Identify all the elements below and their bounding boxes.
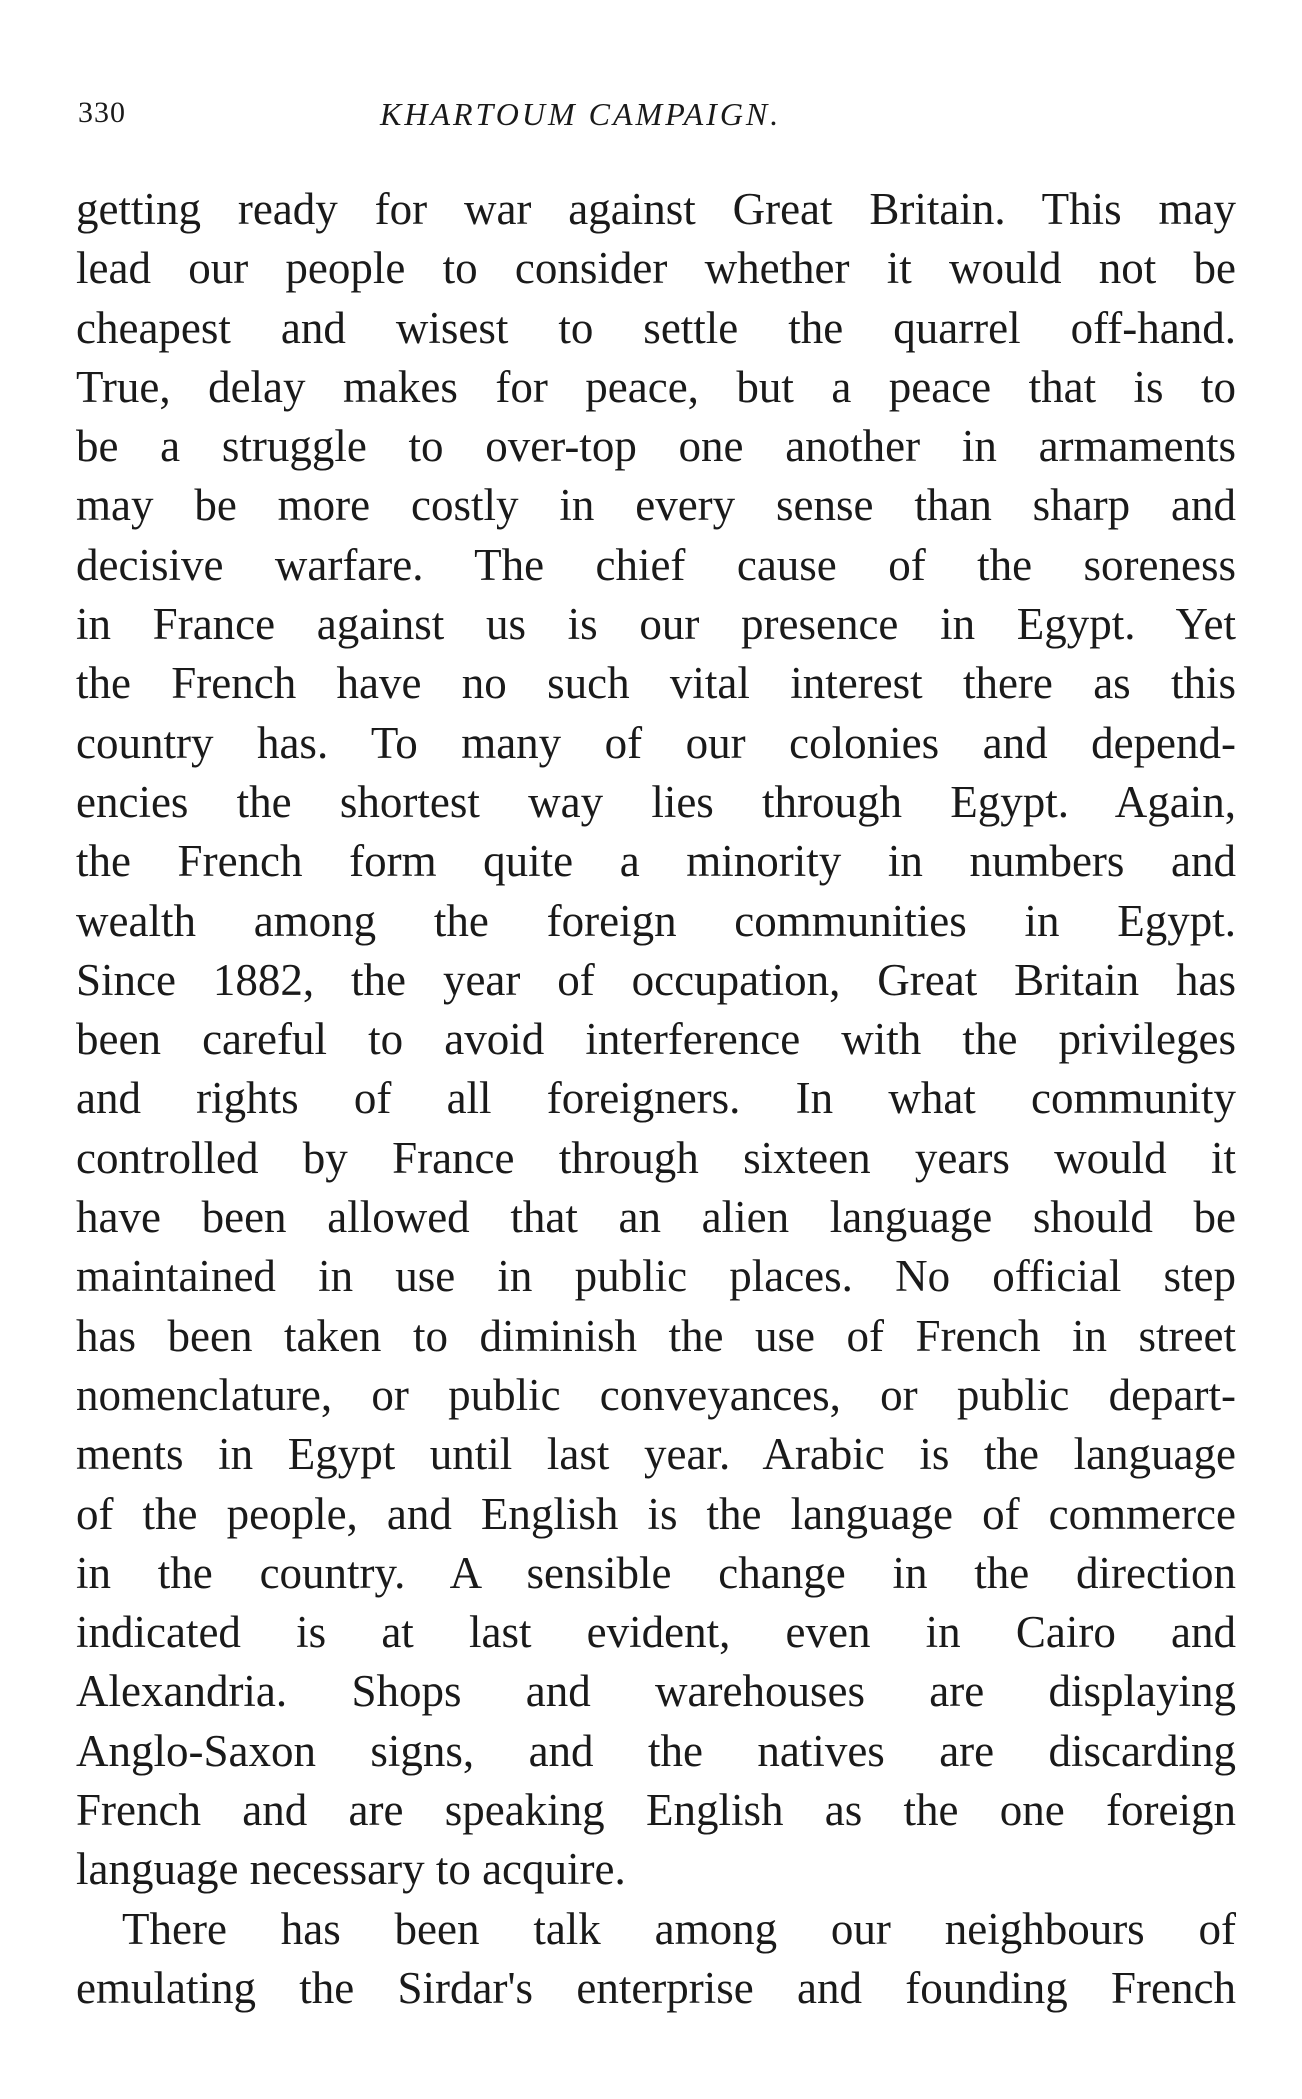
text-line: nomenclature, or public conveyances, or public depart- [76, 1369, 1236, 1420]
text-line: the French form quite a minority in numbers and [76, 836, 1236, 887]
text-line: be a struggle to over-top one another in armaments [76, 421, 1236, 472]
text-line: have been allowed that an alien language should be [76, 1192, 1236, 1243]
text-line: may be more costly in every sense than sharp and [76, 480, 1236, 531]
text-line: wealth among the foreign communities in Egypt. [76, 895, 1236, 946]
text-line: There has been talk among our neighbours of [122, 1903, 1236, 1954]
text-line: language necessary to acquire. [76, 1844, 626, 1895]
text-line: of the people, and English is the language of commerce [76, 1488, 1236, 1539]
text-line: decisive warfare. The chief cause of the soreness [76, 539, 1236, 590]
text-line: getting ready for war against Great Britain. This may [76, 184, 1236, 234]
running-title: KHARTOUM CAMPAIGN. [380, 96, 782, 132]
body-text [76, 180, 1236, 2018]
text-line: Anglo-Saxon signs, and the natives are discarding [76, 1725, 1236, 1776]
text-line: cheapest and wisest to settle the quarrel off-hand. [76, 302, 1236, 353]
page-number: 330 [78, 96, 126, 129]
text-line: has been taken to diminish the use of French in street [76, 1310, 1236, 1361]
text-line: indicated is at last evident, even in Cairo and [76, 1607, 1236, 1658]
text-line: Alexandria. Shops and warehouses are displaying [76, 1666, 1236, 1717]
text-line: in the country. A sensible change in the direction [76, 1547, 1236, 1598]
text-line: in France against us is our presence in Egypt. Yet [76, 599, 1236, 650]
text-line: maintained in use in public places. No official step [76, 1251, 1236, 1302]
text-line: lead our people to consider whether it would not be [76, 243, 1236, 294]
text-line: ments in Egypt until last year. Arabic is the language [76, 1429, 1236, 1480]
text-line: emulating the Sirdar's enterprise and founding French [76, 1962, 1236, 2013]
text-line: and rights of all foreigners. In what community [76, 1073, 1236, 1124]
text-line: been careful to avoid interference with the privileges [76, 1014, 1236, 1065]
text-line: French and are speaking English as the one foreign [76, 1785, 1236, 1836]
text-line: True, delay makes for peace, but a peace that is to [76, 361, 1236, 412]
text-line: the French have no such vital interest there as this [76, 658, 1236, 709]
text-line: country has. To many of our colonies and depend- [76, 717, 1236, 768]
text-line: controlled by France through sixteen years would it [76, 1132, 1236, 1183]
text-line: encies the shortest way lies through Egypt. Again, [76, 776, 1236, 827]
page-header [78, 96, 1233, 146]
text-line: Since 1882, the year of occupation, Great Britain has [76, 954, 1236, 1005]
